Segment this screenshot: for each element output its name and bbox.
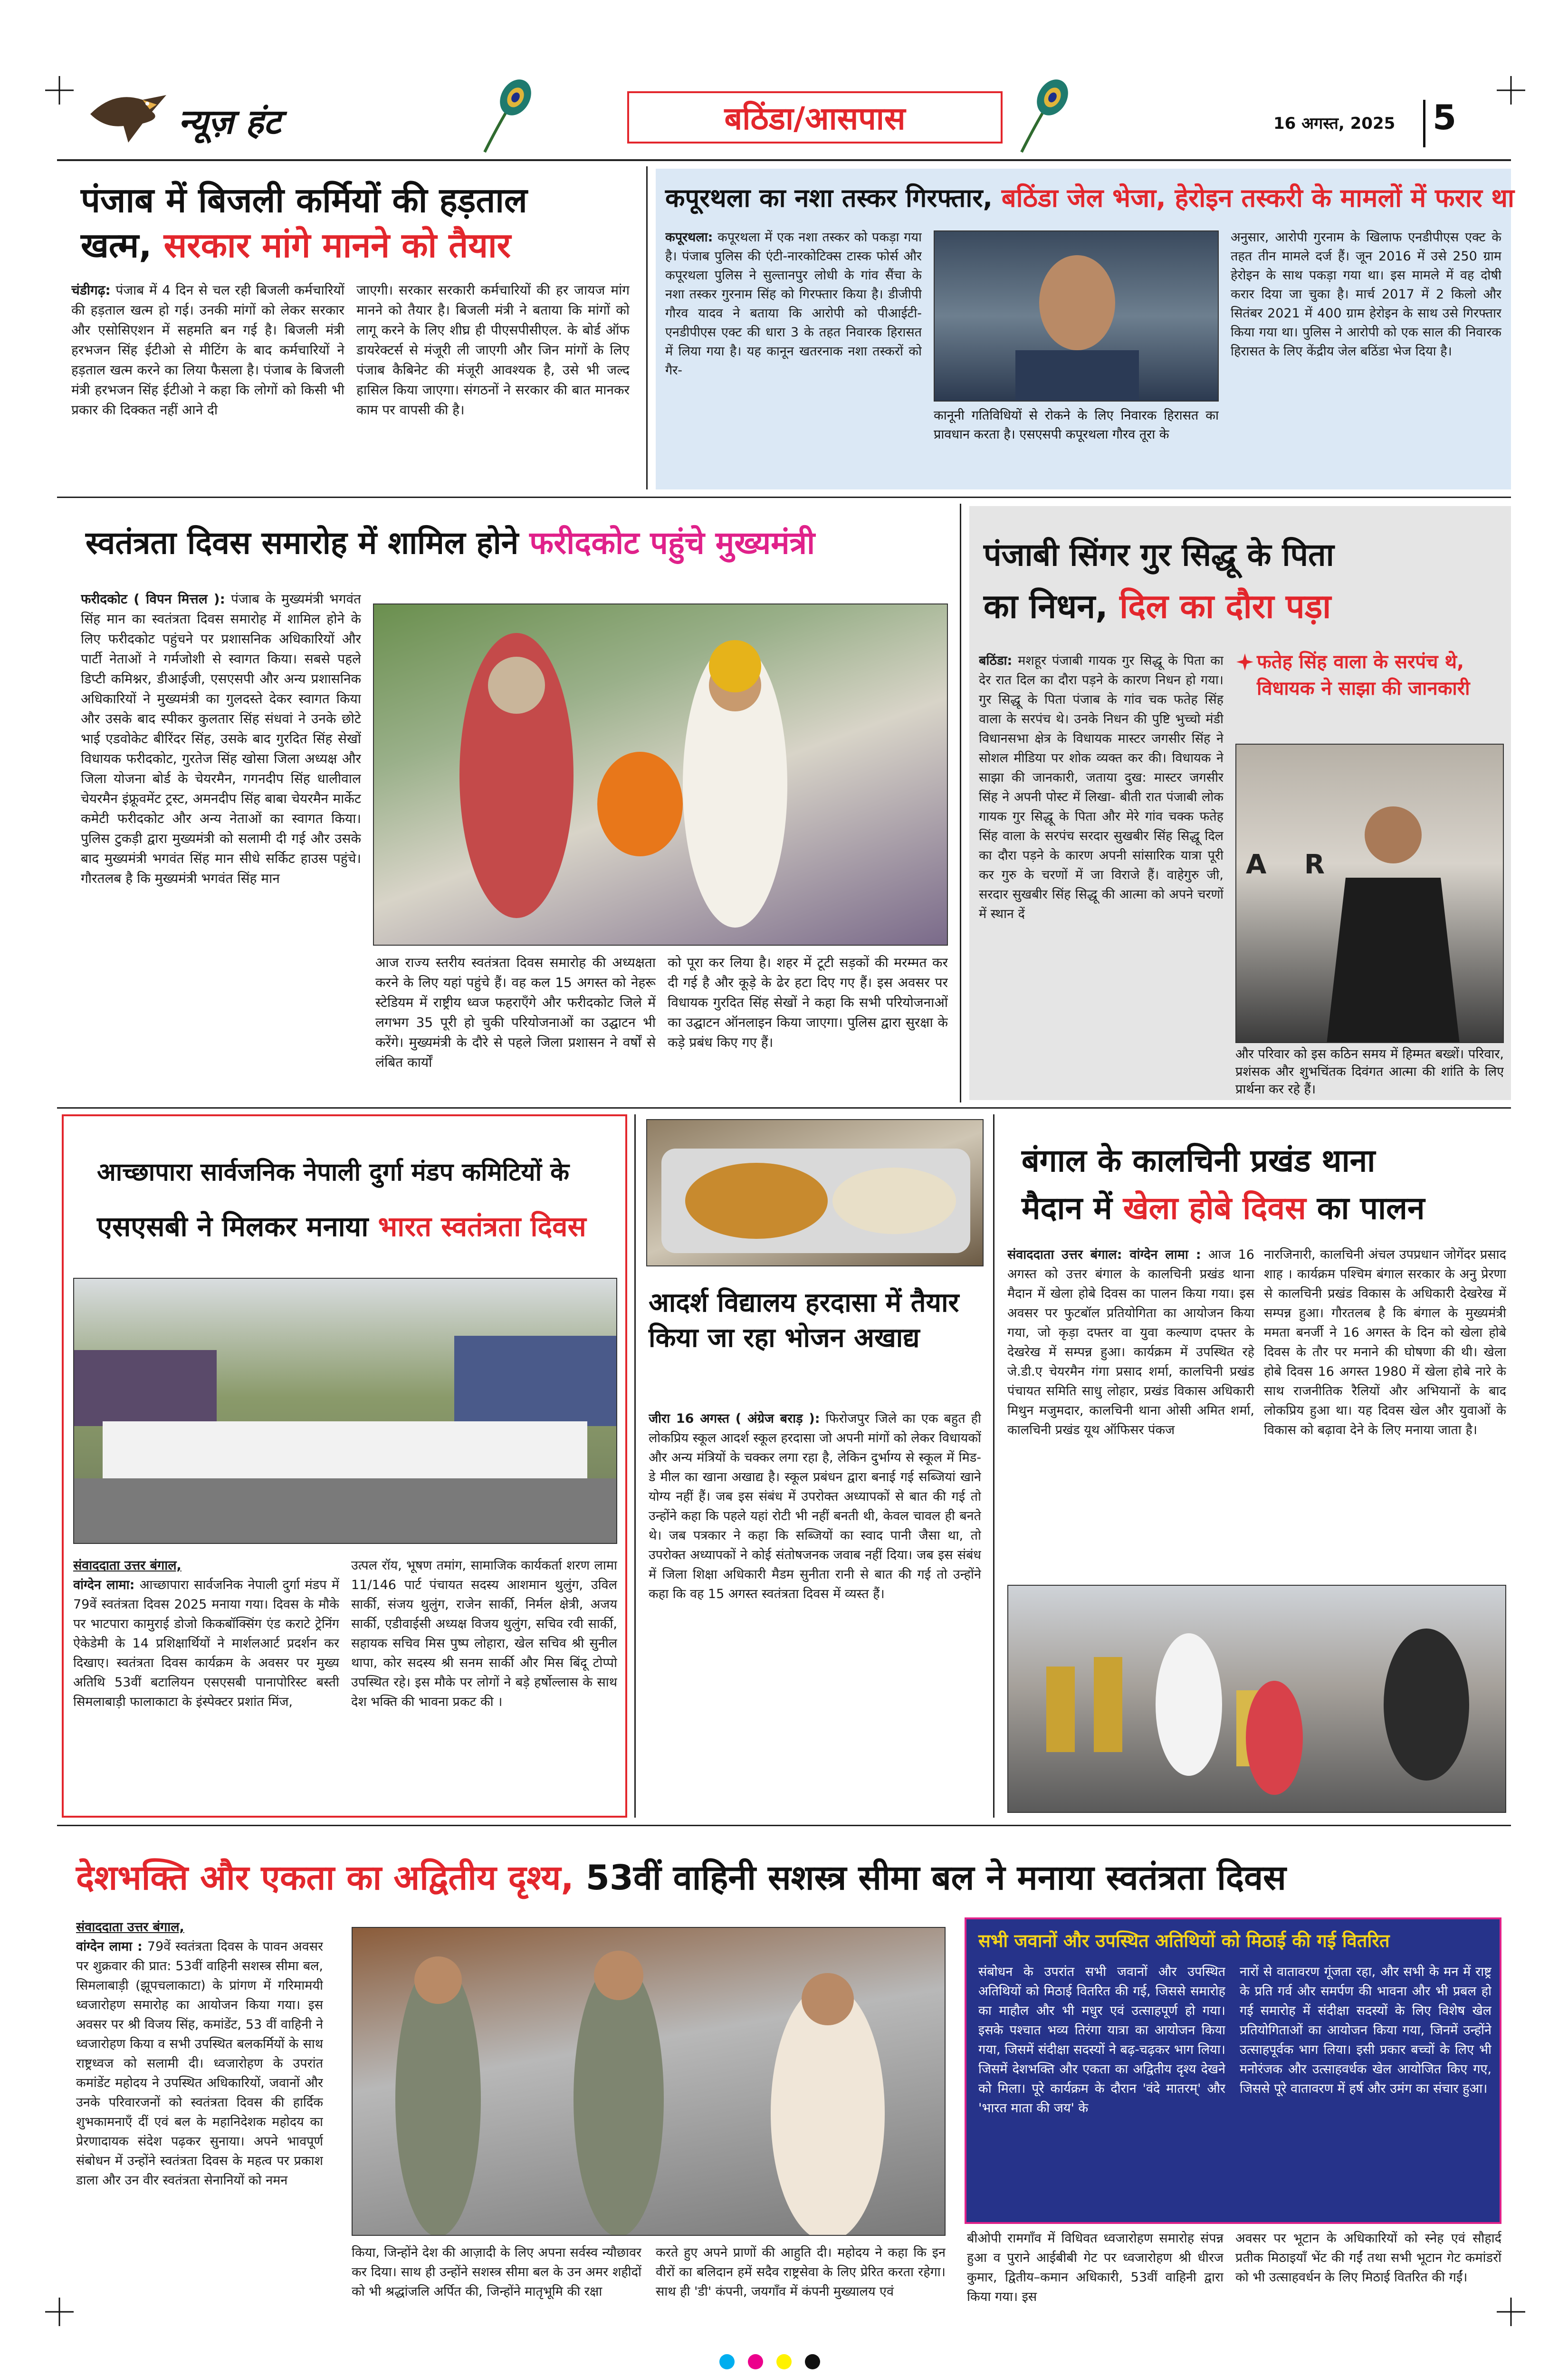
story7-headline-line2: [1022, 1186, 1425, 1228]
story4-headline-red: दिल का दौरा पड़ा: [1119, 587, 1331, 626]
story1-col1-text: पंजाब में 4 दिन से चल रही बिजली कर्मचारियों की हड़ताल खत्म हो गई। उनकी मांगों को लेकर सरकार और एसोसिएशन में सहमति बन गई है। बिजली मंत्री हरभजन सिंह ईटीओ से मीटिंग के बाद कर्मचारियों ने हड़ताल खत्म करने का लिया फैसला है। पंजाब के बिजली मंत्री हरभजन सिंह ईटीओ ने कहा कि लोगों को किसी भी प्रकार की दिक्कत नहीं आने दी: [71, 282, 344, 418]
story2-dateline: कपूरथला:: [665, 230, 713, 245]
story5-headline-line2: [97, 1207, 586, 1244]
story8-bottom-col2: अवसर पर भूटान के अधिकारियों को स्नेह एवं सौहार्द प्रतीक मिठाइयाँ भेंट की गईं तथा सभी भूटान गेट कमांडरों को भी उत्साहवर्धन के लिए मिठाई वितरित की गईं।: [1235, 2231, 1501, 2285]
story4-col1: [979, 651, 1224, 1095]
story4-subhead: [1235, 649, 1501, 739]
color-bar-icon-bottom: [713, 2352, 855, 2371]
masthead-date: 16 अगस्त, 2025: [1273, 114, 1396, 133]
masthead-logo-text: न्यूज़ हंट: [178, 102, 281, 142]
story2-col1: [665, 228, 922, 485]
story3-col1-text: पंजाब के मुख्यमंत्री भगवंत सिंह मान का स्वतंत्रता दिवस समारोह में शामिल होने के लिए फरीदकोट पहुंचने पर प्रशासनिक अधिकारियों और पार्टी नेताओं ने गर्मजोशी से स्वागत किया। सबसे पहले डिप्टी कमिश्नर, डीआईजी, एसएसपी और अन्य प्रशासनिक अधिकारियों ने मुख्यमंत्री का गुलदस्ते देकर स्वागत किया और उसके बाद स्पीकर कुलतार सिंह संधवां ने उनके छोटे भाई एडवोकेट बीरिंदर सिंह, उसके बाद गुरदित सिंह सेखों विधायक फरीदकोट, गुरतेज सिंह खोसा जिला अध्यक्ष और जिला योजना बोर्ड के चेयरमैन, गगनदीप सिंह धालीवाल चेयरमैन इंफ्रूवमेंट ट्रस्ट, अमनदीप सिंह बाबा चेयरमैन मार्केट कमेटी फरीदकोट और अन्य नेताओं का स्वागत किया। पुलिस टुकड़ी द्वारा मुख्यमंत्री को सलामी दी गई और उसके बाद मुख्यमंत्री भगवंत सिंह मान सीधे सर्किट हाउस पहुंचे। गौरतलब है कि मुख्यमंत्री भगवंत सिंह मान: [81, 591, 361, 886]
story3-col2: आज राज्य स्तरीय स्वतंत्रता दिवस समारोह की अध्यक्षता करने के लिए यहां पहुंचे हैं। वह कल 15 अगस्त को नेहरू स्टेडियम में राष्ट्रीय ध्वज फहराएँगे और फरीदकोट जिले में लगभग 35 पूरी हो चुकी परियोजनाओं का उद्घाटन भी करेंगे। मुख्यमंत्री के दौरे से पहले जिला प्रशासन ने वर्षों से लंबित कार्यों: [375, 955, 656, 1070]
story7-headline-black2: का पालन: [1317, 1190, 1425, 1226]
story8-headline-red: देशभक्ति और एकता का अद्वितीय दृश्य,: [76, 1858, 574, 1897]
story8-col1: [76, 1917, 323, 2312]
singer-silhouette-icon: [1236, 745, 1504, 1043]
story1-dateline: चंडीगढ़:: [71, 282, 111, 298]
story7-col2: नारजिनारी, कालचिनी अंचल उपप्रधान जोगेंदर प्रसाद शाह । कार्यक्रम पश्चिम बंगाल सरकार के अनु प्रेरणा से कालचिनी प्रखंड विकास के अधिकारी देखरेख में सम्पन्न हुआ। गौरतलब है कि बंगाल के मुख्यमंत्री ममता बनर्जी ने 16 अगस्त के दिन को खेला होबे दिवस के तौर पर मनाने की घोषणा की थी। खेला होबे दिवस 16 अगस्त 1980 में खेला होबे नारे के साथ राजनीतिक रैलियों और अभियानों के बाद लोकप्रिय हुआ था। यह दिवस खेल और युवाओं के विकास को बढ़ावा देने के लिए मनाया जाता है।: [1264, 1247, 1506, 1437]
story4-photo-singer: [1235, 744, 1504, 1043]
story8-col2: किया, जिन्होंने देश की आज़ादी के लिए अपना सर्वस्व न्यौछावर कर दिया। साथ ही उन्होंने सशस्त्र सीमा बल के उन अमर शहीदों को भी श्रद्धांजलि अर्पित की, जिन्होंने मातृभूमि की रक्षा: [352, 2245, 641, 2299]
story2-headline-black: कपूरथला का नशा तस्कर गिरफ्तार,: [665, 183, 993, 213]
story5-col1-text: आच्छापारा सार्वजनिक नेपाली दुर्गा मंडप में 79वें स्वतंत्रता दिवस 2025 मनाया गया। दिवस के मौके पर भाटपारा कामुराई डोजो किकबॉक्सिंग एंड कराटे ट्रेनिंग ऐकेडेमी के 14 प्रशिक्षार्थियों ने मार्शलआर्ट प्रदर्शन कर दिखाए। स्वतंत्रता दिवस कार्यक्रम के अवसर पर मुख्य अतिथि 53वीं बटालियन एसएसबी पानापोरिस्ट बस्ती सिमलाबाड़ी फालाकाटा के इंस्पेक्टर प्रशांत मिंज,: [73, 1578, 339, 1709]
story4-photo-sign: A R: [1246, 849, 1339, 880]
story7-headline-red: खेला होबे दिवस: [1123, 1190, 1306, 1226]
story2-col3: अनुसार, आरोपी गुरनाम के खिलाफ एनडीपीएस एक्ट के तहत तीन मामले दर्ज हैं। जून 2016 में उसे 250 ग्राम हेरोइन के साथ पकड़ा गया था। इस मामले में वह दोषी करार दिया जा चुका है। मार्च 2017 में 2 किलो और सितंबर 2021 में 400 ग्राम हेरोइन के साथ उसे गिरफ्तार किया गया था। पुलिस ने आरोपी को एक साल की निवारक हिरासत के लिए केंद्रीय जेल बठिंडा भेज दिया है।: [1231, 230, 1501, 359]
story8-box-col2: नारों से वातावरण गूंजता रहा, और सभी के मन में राष्ट्र के प्रति गर्व और समर्पण की भावना और भी प्रबल हो गई समारोह में संदीक्षा सदस्यों के लिए विशेष खेल प्रतियोगिताओं का आयोजन किया गया, जिनमें उन्होंने उत्साहपूर्वक भाग लिया। इसी प्रकार बच्चों के लिए भी मनोरंजक और उत्साहवर्धक खेल आयोजित किए गए, जिससे पूरे वातावरण में हर्ष और उमंग का संचार हुआ।: [1240, 1964, 1492, 2096]
masthead-page-number: 5: [1433, 97, 1457, 137]
story7-headline-line1: बंगाल के कालचिनी प्रखंड थाना: [1022, 1142, 1376, 1179]
story-cm-faridkot: [57, 504, 950, 1098]
story5-byline1: संवाददाता उत्तर बंगाल,: [73, 1558, 182, 1573]
masthead-section: बठिंडा/आसपास: [724, 100, 906, 137]
story4-dateline: बठिंडा:: [979, 653, 1013, 668]
story4-photo-caption: और परिवार को इस कठिन समय में हिम्मत बख्शें। परिवार, प्रशंसक और शुभचिंतक दिवंगत आत्मा की शांति के लिए प्रार्थना कर रहे हैं।: [1235, 1047, 1504, 1097]
story3-col1: [81, 589, 361, 1093]
story1-headline-line1: पंजाब में बिजली कर्मियों की हड़ताल: [81, 180, 527, 220]
registration-mark-icon-tl: [45, 76, 74, 105]
story6-headline: आदर्श विद्यालय हरदासा में तैयार किया जा रहा भोजन अखाद्य: [649, 1287, 959, 1353]
story8-photo-officers: [352, 1927, 946, 2236]
masthead: [57, 71, 1511, 162]
rule-row1: [57, 497, 1511, 498]
masthead-page-divider: [1423, 100, 1425, 147]
registration-mark-icon-tr: [1497, 76, 1525, 105]
story3-headline: [86, 520, 815, 563]
story1-headline-black: खत्म,: [81, 225, 152, 265]
story8-sweets-box: [965, 1917, 1501, 2224]
story7-byline: संवाददाता उत्तर बंगाल: वांग्देन लामा :: [1007, 1247, 1201, 1262]
story-khela-hobe: [1003, 1114, 1511, 1818]
story5-headline-black: एसएसबी ने मिलकर मनाया: [97, 1210, 369, 1243]
story5-photo-parade: [73, 1278, 617, 1544]
story8-byline2: वांग्देन लामा :: [76, 1939, 143, 1954]
story5-headline-red: भारत स्वतंत्रता दिवस: [378, 1210, 586, 1243]
officer-silhouette-icon: [935, 231, 1219, 402]
masthead-section-box: [627, 91, 1003, 144]
food-plate-icon: [647, 1120, 984, 1266]
story8-bottom-col1: बीओपी रामगाँव में विधिवत ध्वजारोहण समारोह संपन्न हुआ व पुराने आईबीबी गेट पर ध्वजारोहण श्री धीरज कुमार, द्वितीय–कमान अधिकारी, 53वीं वाहिनी द्वारा किया गया। इस: [967, 2231, 1224, 2304]
story7-col1-text: आज 16 अगस्त को उत्तर बंगाल के कालचिनी प्रखंड थाना मैदान में खेला होबे दिवस का पालन किया गया। इस अवसर पर फुटबॉल प्रतियोगिता का आयोजन किया गया, जो कृड़ा दफ्तर वा युवा कल्याण दफ्तर के देखरेख में सम्पन्न हुआ। कार्यक्रम में उपस्थित रहे जे.डी.ए चेयरमैन गंगा प्रसाद शर्मा, कालचिनी प्रखंड पंचायत समिति साधु लोहार, प्रखंड विकास अधिकारी मिथुन मजुमदार, कालचिनी थाना ओसी अमित शर्मा, कालचिनी प्रखंड यूथ ऑफिसर पंकज: [1007, 1247, 1254, 1437]
story1-headline-red: सरकार मांगे मानने को तैयार: [163, 225, 511, 265]
star-bullet-icon: [1235, 652, 1254, 671]
eagle-logo-icon: [86, 86, 171, 147]
story4-headline-black: का निधन,: [984, 587, 1108, 626]
story8-headline-black: 53वीं वाहिनी सशस्त्र सीमा बल ने मनाया स्वतंत्रता दिवस: [585, 1858, 1286, 1897]
story2-photo-officer: [934, 230, 1219, 402]
story2-headline-red: बठिंडा जेल भेजा, हेरोइन तस्करी के मामलों में फरार था: [1001, 183, 1515, 213]
story-gur-sidhu: [969, 506, 1511, 1100]
story3-photo-cm-welcome: [373, 604, 948, 946]
story4-col1-text: मशहूर पंजाबी गायक गुर सिद्धू के पिता का देर रात दिल का दौरा पड़ने के कारण निधन हो गया। गुर सिद्धू के पिता पंजाब के गांव चक फतेह सिंह वाला के सरपंच थे। उनके निधन की पुष्टि भुच्चो मंडी विधानसभा क्षेत्र के विधायक मास्टर जगसीर सिंह ने सोशल मीडिया पर शोक व्यक्त कर की। विधायक ने साझा की जानकारी, जताया दुख: मास्टर जगसीर सिंह ने अपनी पोस्ट में लिखा- बीती रात पंजाबी लोक गायक गुर सिद्धू के पिता और मेरे गांव चक्क फतेह सिंह वाला के सरपंच सरदार सुखबीर सिंह सिद्धू दिल का दौरा पड़ने के कारण अपनी सांसारिक यात्रा पूरी कर गुरु के चरणों में जा विराजे हैं। वाहेगुरु जी, सरदार सुखबीर सिंह सिद्धू की आत्मा को अपने चरणों में स्थान दें: [979, 653, 1224, 921]
story1-col1: [71, 280, 344, 485]
registration-mark-icon-bl: [45, 2298, 74, 2326]
story1-headline-line2: [81, 221, 511, 268]
story3-col3: को पूरा कर लिया है। शहर में टूटी सड़कों की मरम्मत कर दी गई है और कूड़े के ढेर हटा दिए गए हैं। इस अवसर पर विधायक गुरदित सिंह सेखों ने कहा कि सभी परियोजनाओं का उद्घाटन ऑनलाइन किया जाएगा। पुलिस द्वारा सुरक्षा के कड़े प्रबंध किए गए हैं।: [668, 955, 948, 1050]
story7-col1: [1007, 1245, 1254, 1578]
crowd-scene-icon: [374, 604, 948, 946]
registration-mark-icon-br: [1497, 2298, 1525, 2326]
story-kapurthala-smuggler: [656, 169, 1515, 489]
trophy-ceremony-icon: [1008, 1586, 1506, 1813]
officers-handshake-icon: [353, 1928, 946, 2236]
vertical-rule-2: [960, 504, 961, 1102]
vertical-rule-4: [993, 1114, 994, 1818]
story8-byline1: संवाददाता उत्तर बंगाल,: [76, 1920, 184, 1935]
rule-row2: [57, 1107, 1511, 1109]
story8-col1-text: 79वें स्वतंत्रता दिवस के पावन अवसर पर शुक्रवार की प्रात: 53वीं वाहिनी सशस्त्र सीमा बल, सिमलाबाड़ी (झूपचलाकाटा) के प्रांगण में गरिमामयी ध्वजारोहण समारोह का आयोजन किया गया। इस अवसर पर श्री विजय सिंह, कमांडेंट, 53 वीं वाहिनी ने ध्वजारोहण किया व सभी उपस्थित बलकर्मियों के साथ राष्ट्रध्वज को सलामी दी। ध्वजारोहण के उपरांत कमांडेंट महोदय ने उपस्थित अधिकारियों, जवानों और उनके परिवारजनों को स्वतंत्रता दिवस की हार्दिक शुभकामनाएँ दीं एवं बल के महानिदेशक महोदय का प्रेरणादायक संदेश पढ़कर सुनाया। अपने भावपूर्ण संबोधन में उन्होंने स्वतंत्रता दिवस के महत्व पर प्रकाश डाला और उन वीर स्वतंत्रता सेनानियों को नमन: [76, 1939, 323, 2188]
story-achhapara: [62, 1114, 627, 1818]
story-ssb-53: [57, 1830, 1511, 2314]
story2-col1-text: कपूरथला में एक नशा तस्कर को पकड़ा गया है। पंजाब पुलिस की एंटी-नारकोटिक्स टास्क फोर्स और कपूरथला पुलिस ने सुल्तानपुर लोधी के गांव सैंचा के नशा तस्कर गुरनाम सिंह को गिरफ्तार किया है। डीजीपी गौरव यादव ने बताया कि आरोपी को पीआईटी-एनडीपीएस एक्ट की धारा 3 के तहत निवारक हिरासत में लिया गया है। यह कानून खतरनाक नशा तस्करों को गैर-: [665, 230, 922, 378]
story5-headline-line1: आच्छापारा सार्वजनिक नेपाली दुर्गा मंडप कमिटियों के: [97, 1158, 570, 1187]
masthead-rule: [57, 159, 1511, 161]
story3-headline-black: स्वतंत्रता दिवस समारोह में शामिल होने: [86, 525, 519, 561]
peacock-feather-icon: [475, 76, 532, 157]
story5-col2: उत्पल रॉय, भूषण तमांग, सामाजिक कार्यकर्ता शरण लामा 11/146 पार्ट पंचायत सदस्य आशमान थुलुंग, उविल सार्की, संजय थुलुंग, राजेन सार्की, निर्मल क्षेत्री, अजय सार्की, एडीवाईसी अध्यक्ष विजय थुलुंग, सचिव रवी सार्की, सहायक सचिव मिस पुष्प लोहारा, खेल सचिव श्री सुनील थापा, कोर सदस्य श्री सनम सार्की और मिस बिंदू टोप्पो उपस्थित रहे। इस मौके पर लोगों ने बड़े हर्षोल्लास के साथ देश भक्ति की भावना प्रकट की ।: [351, 1558, 617, 1709]
story2-headline: [665, 179, 1514, 214]
story-adarsh-vidyalaya: [644, 1114, 986, 1818]
story4-subhead-text: फतेह सिंह वाला के सरपंच थे, विधायक ने साझा की जानकारी: [1257, 651, 1470, 699]
story6-body: [649, 1409, 981, 1813]
story8-box-title: सभी जवानों और उपस्थित अतिथियों को मिठाई की गई वितरित: [978, 1930, 1390, 1951]
story7-photo-trophies: [1007, 1585, 1506, 1813]
story3-headline-pink: फरीदकोट पहुंचे मुख्यमंत्री: [529, 525, 815, 561]
story7-headline-black: मैदान में: [1022, 1190, 1112, 1226]
story4-headline-line2: [984, 582, 1331, 628]
story6-photo-food: [646, 1119, 984, 1266]
story6-body-text: फिरोजपुर जिले का एक बहुत ही लोकप्रिय स्कूल आदर्श स्कूल हरदासा जो अपनी मांगों को लेकर विधायकों और अन्य मंत्रियों के चक्कर लगा रहा है, लेकिन दुर्भाग्य से स्कूल में मिड-डे मील का खाना अखाद्य है। स्कूल प्रबंधन द्वारा बनाई गई सब्जियां खाने योग्य नहीं हैं। जब इस संबंध में उपरोक्त अध्यापकों से बात की गई तो उन्होंने कहा कि पहले यहां रोटी भी नहीं बनती थी, केवल चावल ही बनते थे। जब पत्रकार ने कहा कि सब्जियों का स्वाद पानी जैसा था, तो उपरोक्त अध्यापकों ने कोई संतोषजनक जवाब नहीं दिया। जब इस संबंध में जिला शिक्षा अधिकारी मैडम सुनीता रानी से बात की गई तो उन्होंने कहा कि वह 15 अगस्त स्वतंत्रता दिवस में व्यस्त हैं।: [649, 1411, 981, 1601]
vertical-rule-3: [634, 1114, 636, 1818]
story2-photo-caption: कानूनी गतिविधियों से रोकने के लिए निवारक हिरासत का प्रावधान करता है। एसएसपी कपूरथला गौरव तूरा के: [934, 408, 1219, 442]
rule-row3: [57, 1825, 1511, 1826]
students-parade-icon: [74, 1279, 617, 1544]
story4-headline-line1: पंजाबी सिंगर गुर सिद्धू के पिता: [984, 537, 1334, 573]
story8-col3: करते हुए अपने प्राणों की आहुति दी। महोदय ने कहा कि इन वीरों का बलिदान हमें सदैव राष्ट्रसेवा के लिए प्रेरित करता रहेगा। साथ ही 'डी' कंपनी, जयगाँव में कंपनी मुख्यालय एवं: [656, 2245, 946, 2299]
story5-byline2: वांग्देन लामा:: [73, 1578, 135, 1592]
peacock-feather-icon-right: [1012, 76, 1069, 157]
vertical-rule-1: [646, 166, 648, 489]
story-electricity-strike: [67, 166, 637, 489]
story5-col1: [73, 1556, 339, 1812]
story3-dateline: फरीदकोट ( विपन मित्तल ):: [81, 591, 225, 607]
story8-headline: [76, 1853, 1286, 1900]
story1-col2: जाएगी। सरकार सरकारी कर्मचारियों की हर जायज मांग मानने को तैयार है। बिजली मंत्री ने बताया कि मांगों को लागू करने के लिए शीघ्र ही पीएसपीसीएल. के बोर्ड ऑफ डायरेक्टर्स से मंजूरी ली जाएगी और जिन मांगों के लिए पंजाब कैबिनेट की मंजूरी आवश्यक है, उसे भी जल्द हासिल किया जाएगा। संगठनों ने सरकार की बात मानकर काम पर वापसी की है।: [356, 282, 630, 418]
story8-box-col1: संबोधन के उपरांत सभी जवानों और उपस्थित अतिथियों को मिठाई वितरित की गई, जिससे समारोह का माहौल और भी मधुर एवं उत्साहपूर्ण हो गया। इसके पश्चात भव्य तिरंगा यात्रा का आयोजन किया गया, जिसमें संदीक्षा सदस्यों ने बढ़-चढ़कर भाग लिया। जिसमें देशभक्ति और एकता का अद्वितीय दृश्य देखने को मिला। पूरे कार्यक्रम के दौरान 'वंदे मातरम्' और 'भारत माता की जय' के: [978, 1964, 1225, 2116]
story6-dateline: जीरा 16 अगस्त ( अंग्रेज बराड़ ):: [649, 1411, 820, 1426]
